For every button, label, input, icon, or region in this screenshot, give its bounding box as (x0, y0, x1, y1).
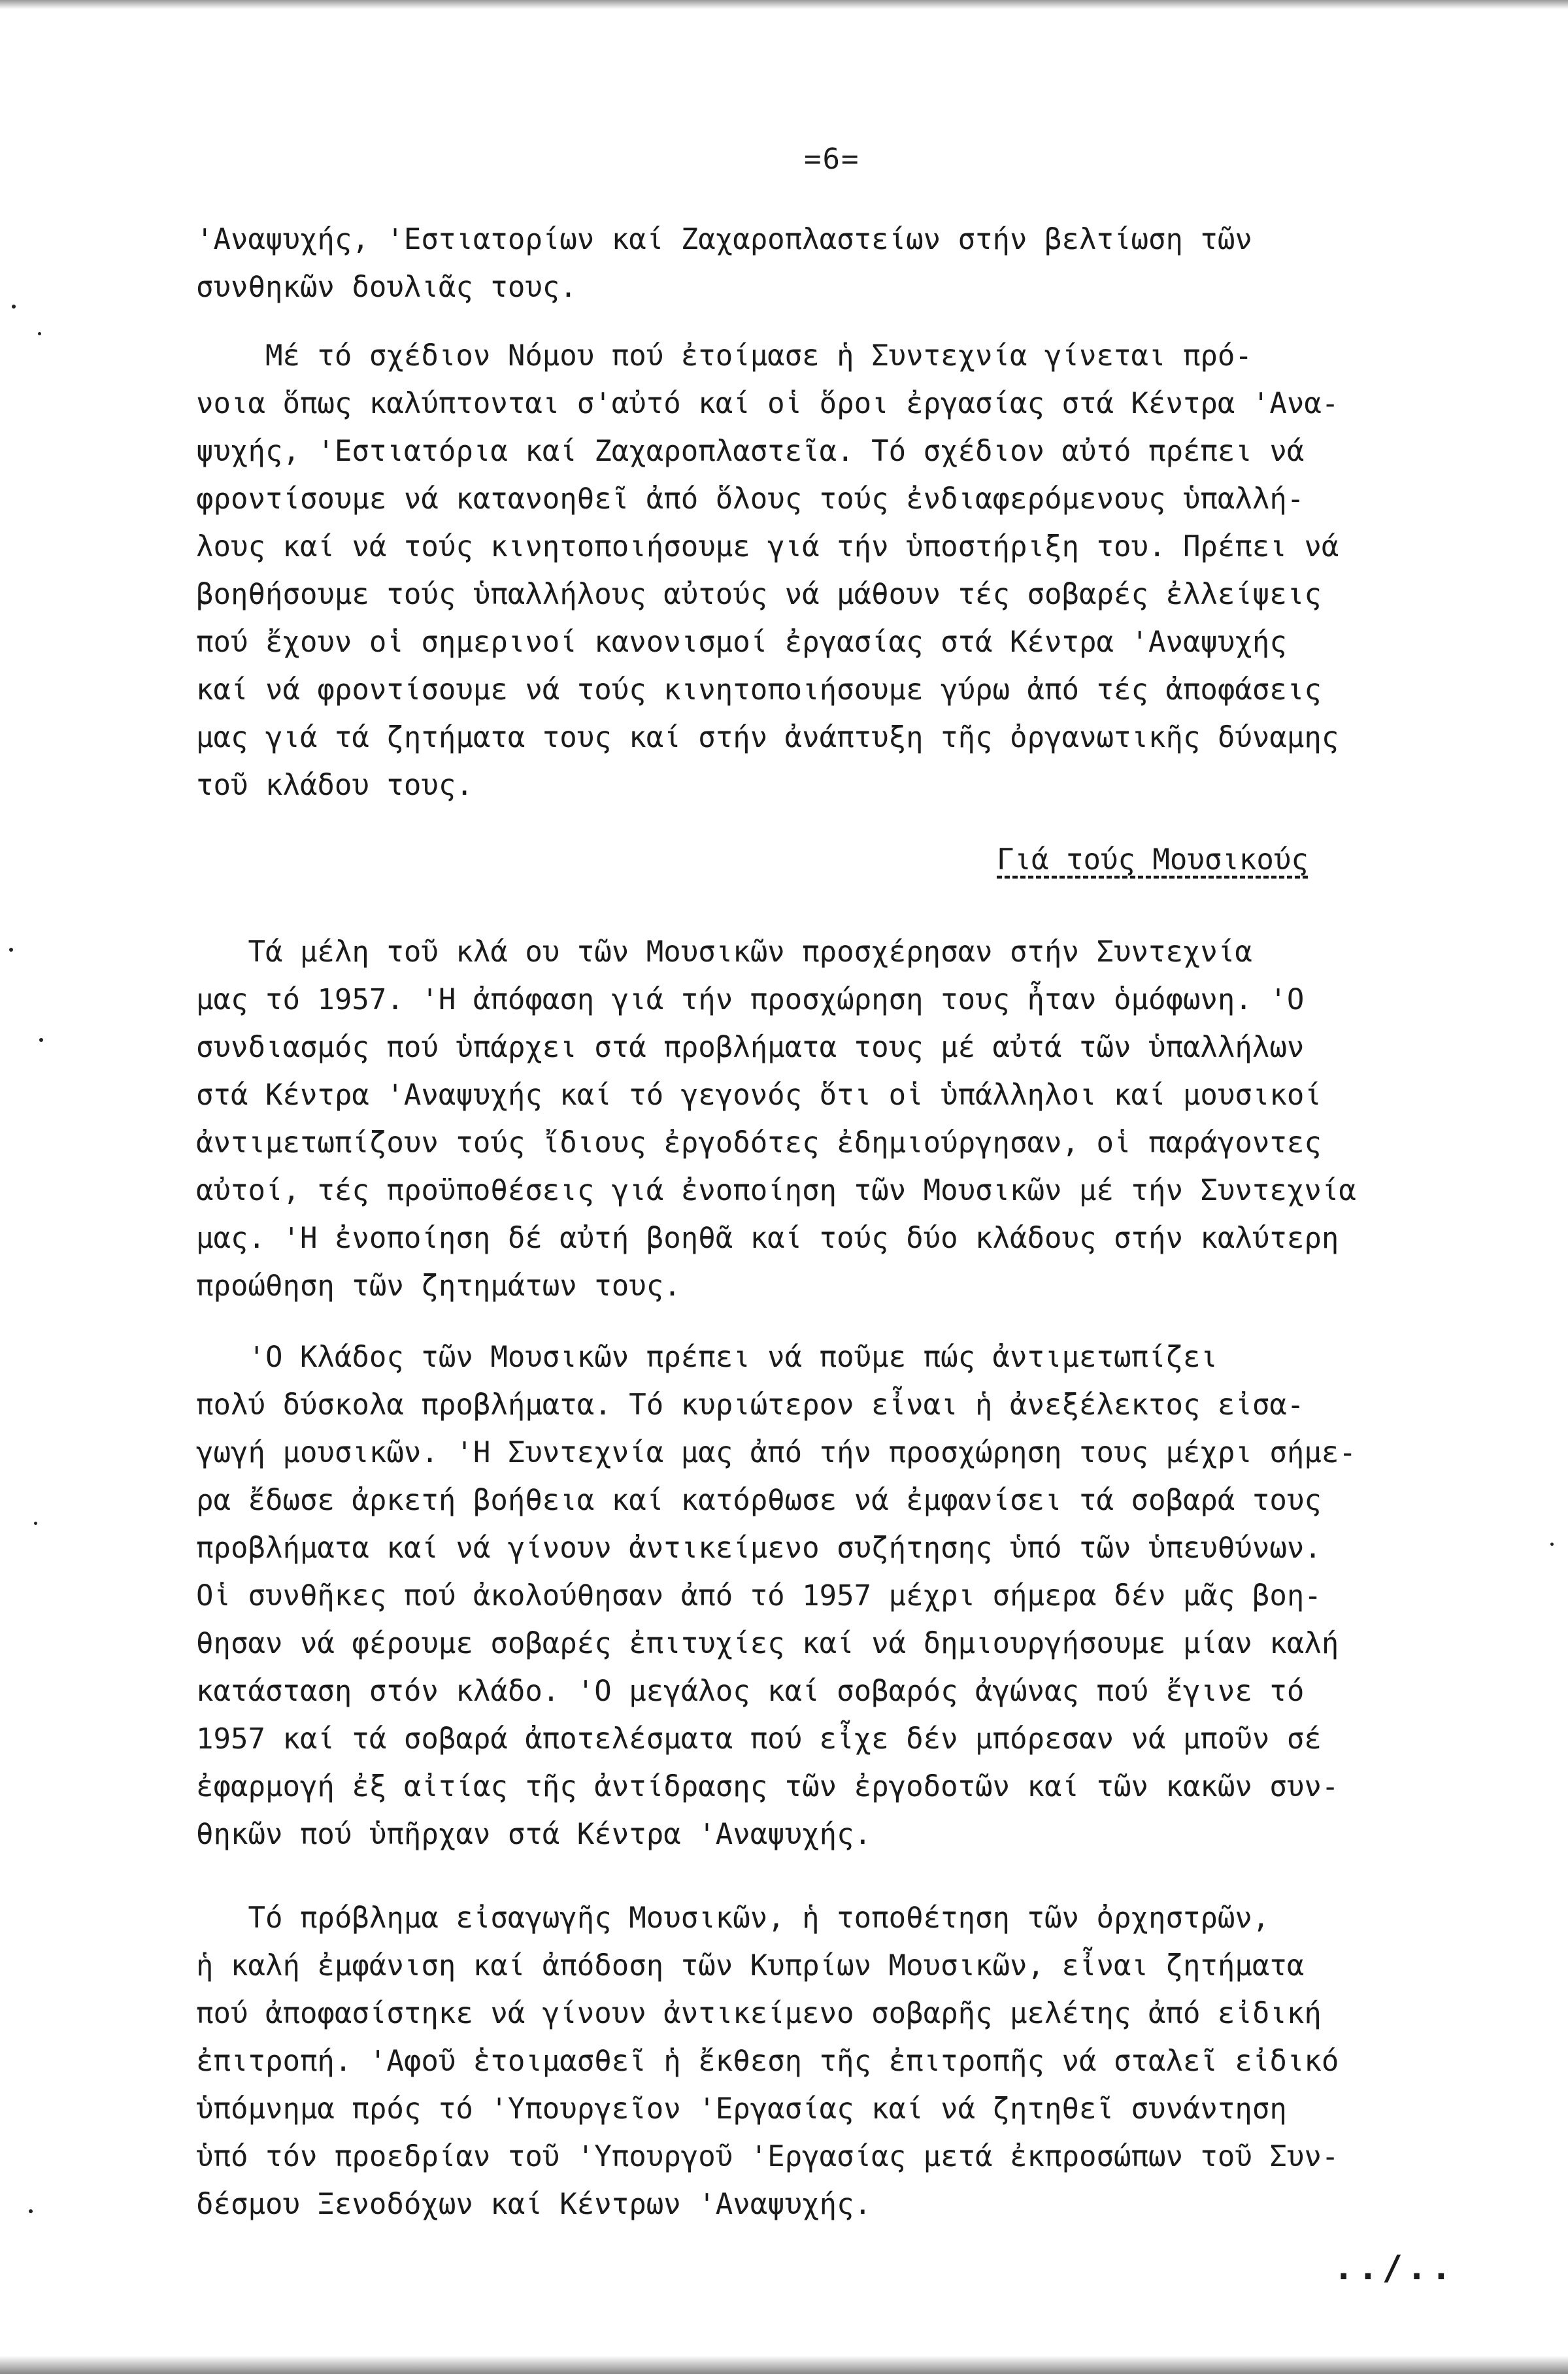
scan-speck (38, 332, 41, 335)
text-line: δέσμου Ξενοδόχων καί Κέντρων 'Αναψυχής. (196, 2188, 872, 2221)
section-heading: Γιά τούς Μουσικούς (997, 843, 1309, 877)
text-line: αὐτοί, τές προϋποθέσεις γιά ἐνοποίηση τῶν Μουσικῶν μέ τήν Συντεχνία (196, 1174, 1356, 1207)
text-line: συνδιασμός πού ὑπάρχει στά προβλήματα τους μέ αὐτά τῶν ὑπαλλήλων (196, 1031, 1305, 1064)
text-line: ἀντιμετωπίζουν τούς ἴδιους ἐργοδότες ἐδημιούργησαν, οἱ παράγοντες (196, 1126, 1322, 1160)
text-line: 1957 καί τά σοβαρά ἀποτελέσματα πού εἶχε δέν μπόρεσαν νά μποῦν σέ (196, 1722, 1322, 1756)
text-line: ὑπόμνημα πρός τό 'Υπουργεῖον 'Εργασίας καί νά ζητηθεῖ συνάντηση (196, 2092, 1287, 2126)
page-continuation-mark: ../.. (1333, 2249, 1456, 2288)
paragraph-3 (196, 928, 1536, 1310)
paragraph-2 (196, 332, 1536, 809)
scan-speck (12, 305, 16, 309)
text-line: βοηθήσουμε τούς ὑπαλλήλους αὐτούς νά μάθουν τές σοβαρές ἐλλείψεις (196, 578, 1322, 611)
text-line: Οἱ συνθῆκες πού ἀκολούθησαν ἀπό τό 1957 μέχρι σήμερα δέν μᾶς βοη- (196, 1579, 1322, 1613)
scan-speck (39, 1038, 43, 1042)
text-line: θηκῶν πού ὑπῆρχαν στά Κέντρα 'Αναψυχής. (196, 1818, 872, 1851)
text-line: πού ἀποφασίστηκε νά γίνουν ἀντικείμενο σοβαρῆς μελέτης ἀπό εἰδική (196, 1997, 1322, 2030)
text-line: καί νά φροντίσουμε νά τούς κινητοποιήσουμε γύρω ἀπό τές ἀποφάσεις (196, 673, 1322, 707)
text-line: πού ἔχουν οἱ σημερινοί κανονισμοί ἐργασίας στά Κέντρα 'Αναψυχής (196, 626, 1287, 659)
text-line: ἐπιτροπή. 'Αφοῦ ἑτοιμασθεῖ ἡ ἔκθεση τῆς ἐπιτροπῆς νά σταλεῖ εἰδικό (196, 2045, 1339, 2078)
scan-edge-bottom (0, 2356, 1568, 2374)
paragraph-4 (196, 1333, 1536, 1858)
text-line: ἡ καλή ἐμφάνιση καί ἀπόδοση τῶν Κυπρίων Μουσικῶν, εἶναι ζητήματα (196, 1949, 1305, 1982)
paragraph-5 (196, 1894, 1536, 2228)
text-line: μας. 'Η ἐνοποίηση δέ αὐτή βοηθᾶ καί τούς δύο κλάδους στήν καλύτερη (196, 1222, 1339, 1255)
text-line: μας γιά τά ζητήματα τους καί στήν ἀνάπτυξη τῆς ὀργανωτικῆς δύναμης (196, 721, 1339, 754)
page-number: =6= (804, 142, 860, 176)
text-line: στά Κέντρα 'Αναψυχής καί τό γεγονός ὅτι οἱ ὑπάλληλοι καί μουσικοί (196, 1078, 1322, 1112)
scan-speck (34, 1522, 37, 1525)
text-line: γωγή μουσικῶν. 'Η Συντεχνία μας ἀπό τήν προσχώρηση τους μέχρι σήμε- (196, 1436, 1356, 1469)
text-line: ψυχής, 'Εστιατόρια καί Ζαχαροπλαστεῖα. Τό σχέδιον αὐτό πρέπει νά (196, 435, 1305, 468)
scan-speck (9, 948, 13, 952)
text-line: Τό πρόβλημα εἰσαγωγῆς Μουσικῶν, ἡ τοποθέτηση τῶν ὀρχηστρῶν, (196, 1901, 1270, 1935)
text-line: θησαν νά φέρουμε σοβαρές ἐπιτυχίες καί νά δημιουργήσουμε μίαν καλή (196, 1627, 1339, 1660)
text-line: 'Ο Κλάδος τῶν Μουσικῶν πρέπει νά ποῦμε πώς ἀντιμετωπίζει (196, 1341, 1218, 1374)
text-line: ἐφαρμογή ἐξ αἰτίας τῆς ἀντίδρασης τῶν ἐργοδοτῶν καί τῶν κακῶν συν- (196, 1770, 1339, 1803)
paragraph-1 (196, 216, 1536, 311)
scan-edge-top (0, 0, 1568, 9)
text-line: Μέ τό σχέδιον Νόμου πού ἐτοίμασε ἡ Συντεχνία γίνεται πρό- (196, 339, 1252, 373)
text-line: κατάσταση στόν κλάδο. 'Ο μεγάλος καί σοβαρός ἀγώνας πού ἔγινε τό (196, 1675, 1305, 1708)
text-line: πολύ δύσκολα προβλήματα. Τό κυριώτερον εἶναι ἡ ἀνεξέλεκτος εἰσα- (196, 1388, 1305, 1422)
text-line: μας τό 1957. 'Η ἀπόφαση γιά τήν προσχώρηση τους ἦταν ὁμόφωνη. 'Ο (196, 983, 1305, 1016)
text-line: φροντίσουμε νά κατανοηθεῖ ἀπό ὅλους τούς ἐνδιαφερόμενους ὑπαλλή- (196, 482, 1305, 516)
text-line: τοῦ κλάδου τους. (196, 769, 473, 802)
text-line: προβλήματα καί νά γίνουν ἀντικείμενο συζήτησης ὑπό τῶν ὑπευθύνων. (196, 1531, 1322, 1565)
text-line: νοια ὅπως καλύπτονται σ'αὐτό καί οἱ ὅροι ἐργασίας στά Κέντρα 'Ανα- (196, 387, 1339, 420)
text-line: ρα ἔδωσε ἀρκετή βοήθεια καί κατόρθωσε νά ἐμφανίσει τά σοβαρά τους (196, 1484, 1322, 1517)
text-line: συνθηκῶν δουλιᾶς τους. (196, 271, 577, 304)
scan-speck (29, 2209, 33, 2213)
text-line: ὑπό τόν προεδρίαν τοῦ 'Υπουργοῦ 'Εργασίας μετά ἐκπροσώπων τοῦ Συν- (196, 2140, 1339, 2173)
text-line: λους καί νά τούς κινητοποιήσουμε γιά τήν ὑποστήριξη του. Πρέπει νά (196, 530, 1339, 563)
text-line: Τά μέλη τοῦ κλά ου τῶν Μουσικῶν προσχέρησαν στήν Συντεχνία (196, 935, 1252, 969)
text-line: προώθηση τῶν ζητημάτων τους. (196, 1269, 681, 1303)
text-line: 'Αναψυχής, 'Εστιατορίων καί Ζαχαροπλαστείων στήν βελτίωση τῶν (196, 223, 1252, 256)
scan-speck (1550, 1543, 1554, 1546)
